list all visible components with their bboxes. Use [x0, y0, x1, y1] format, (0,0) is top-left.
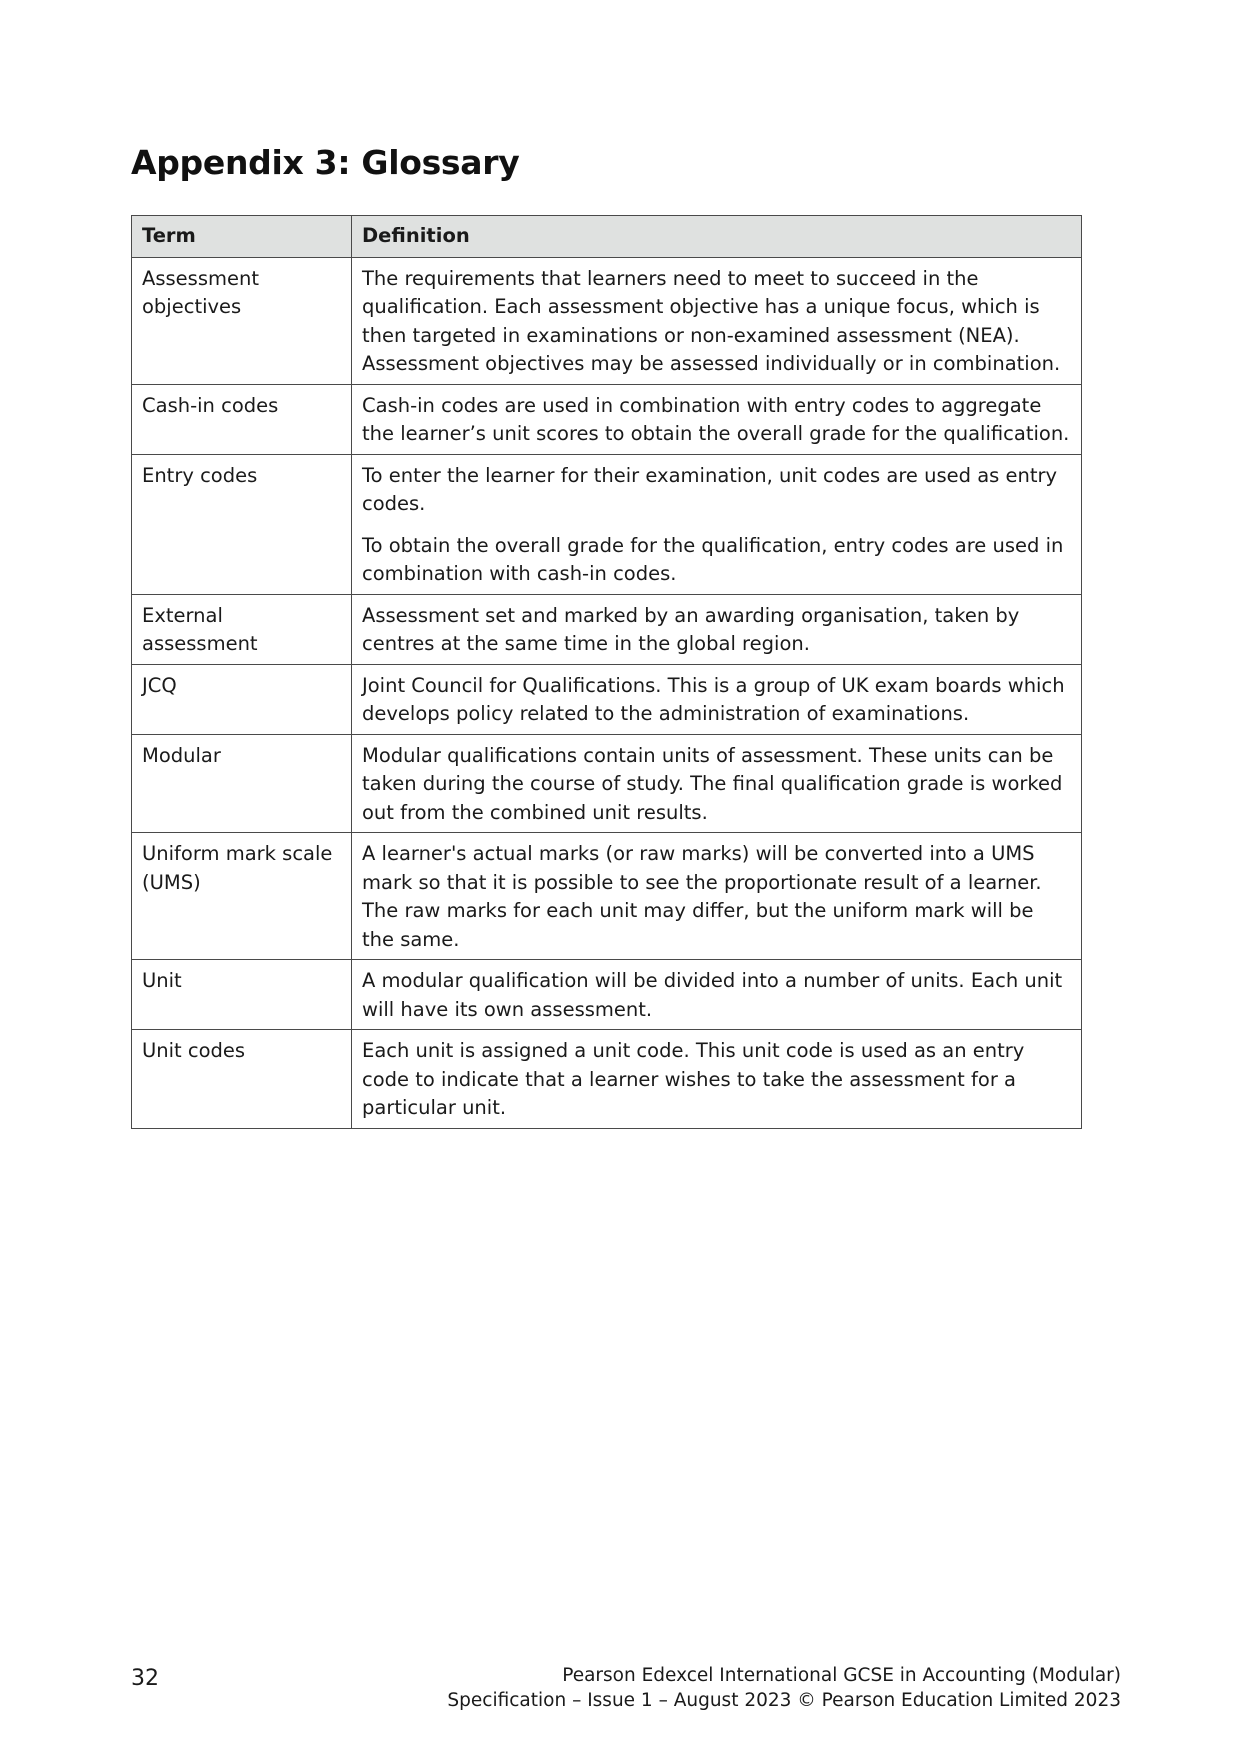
- table-row: [132, 1030, 1082, 1129]
- definition-paragraph: Assessment set and marked by an awarding organisation, taken by centres at the same time in the global region.: [362, 603, 1020, 655]
- glossary-definition: [352, 454, 1082, 594]
- table-row: [132, 734, 1082, 833]
- footer-publication-title: Pearson Edexcel International GCSE in Accounting (Modular): [562, 1665, 1121, 1686]
- footer: [447, 1663, 1121, 1713]
- definition-paragraph: To obtain the overall grade for the qualification, entry codes are used in combination with cash-in codes.: [362, 533, 1064, 585]
- definition-paragraph: Modular qualifications contain units of assessment. These units can be taken during the course of study. The final qualification grade is worked out from the combined unit results.: [362, 743, 1063, 824]
- glossary-definition: [352, 384, 1082, 454]
- table-row: [132, 594, 1082, 664]
- table-header-row: [132, 216, 1082, 258]
- table-row: [132, 833, 1082, 960]
- table-row: [132, 960, 1082, 1030]
- footer-specification-info: Specification – Issue 1 – August 2023 © Pearson Education Limited 2023: [447, 1690, 1121, 1711]
- glossary-term: Assessment objectives: [132, 257, 352, 384]
- definition-paragraph: Cash-in codes are used in combination with entry codes to aggregate the learner’s unit scores to obtain the overall grade for the qualification.: [362, 393, 1070, 445]
- glossary-definition: [352, 1030, 1082, 1129]
- glossary-definition: [352, 833, 1082, 960]
- glossary-term: Unit codes: [132, 1030, 352, 1129]
- page-title: Appendix 3: Glossary: [131, 143, 520, 182]
- column-header-definition: Definition: [352, 216, 1082, 258]
- glossary-term: Cash-in codes: [132, 384, 352, 454]
- glossary-definition: [352, 594, 1082, 664]
- glossary-definition: [352, 734, 1082, 833]
- glossary-term: JCQ: [132, 664, 352, 734]
- glossary-term: Entry codes: [132, 454, 352, 594]
- glossary-definition: [352, 257, 1082, 384]
- definition-paragraph: To enter the learner for their examination, unit codes are used as entry codes.: [362, 463, 1058, 515]
- glossary-definition: [352, 960, 1082, 1030]
- table-row: [132, 384, 1082, 454]
- glossary-term: Modular: [132, 734, 352, 833]
- definition-paragraph: A modular qualification will be divided into a number of units. Each unit will have its own assessment.: [362, 969, 1063, 1021]
- definition-paragraph: Joint Council for Qualifications. This is a group of UK exam boards which develops policy related to the administration of examinations.: [362, 673, 1065, 725]
- table-row: [132, 664, 1082, 734]
- glossary-term: External assessment: [132, 594, 352, 664]
- definition-paragraph: A learner's actual marks (or raw marks) will be converted into a UMS mark so that it is possible to see the proportionate result of a learner. The raw marks for each unit may differ, but the uniform mark will be the same.: [362, 842, 1042, 951]
- glossary-rows: [132, 257, 1082, 1128]
- page-number: 32: [131, 1666, 159, 1691]
- glossary-table: [131, 215, 1082, 1129]
- definition-paragraph: The requirements that learners need to meet to succeed in the qualification. Each assessment objective has a unique focus, which is then targeted in examinations or non-examined assessment (NEA). Assessment objectives may be assessed individually or in combination.: [362, 266, 1061, 375]
- column-header-term: Term: [132, 216, 352, 258]
- table-row: [132, 257, 1082, 384]
- glossary-term: Unit: [132, 960, 352, 1030]
- table-row: [132, 454, 1082, 594]
- glossary-definition: [352, 664, 1082, 734]
- glossary-term: Uniform mark scale (UMS): [132, 833, 352, 960]
- definition-paragraph: Each unit is assigned a unit code. This unit code is used as an entry code to indicate that a learner wishes to take the assessment for a particular unit.: [362, 1039, 1025, 1119]
